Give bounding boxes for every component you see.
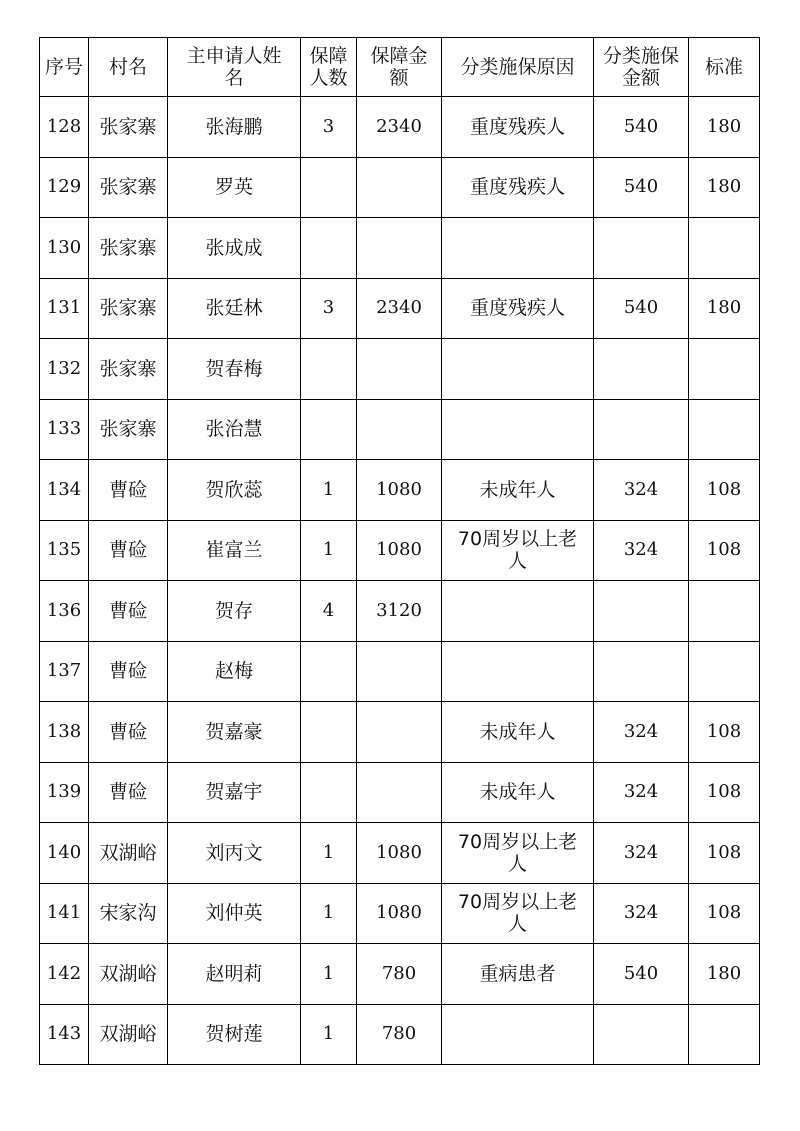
cell-amount xyxy=(357,399,442,460)
cell-village: 张家寨 xyxy=(89,339,168,400)
cell-standard xyxy=(689,581,760,642)
cell-amount: 2340 xyxy=(357,278,442,339)
cell-reason xyxy=(442,641,594,702)
cell-applicant: 贺树莲 xyxy=(168,1004,301,1065)
table-row xyxy=(40,218,760,279)
cell-standard: 180 xyxy=(689,278,760,339)
cell-count: 3 xyxy=(301,97,357,158)
table-body xyxy=(40,97,760,1065)
cell-village: 曹硷 xyxy=(89,520,168,581)
table-row xyxy=(40,278,760,339)
cell-village: 曹硷 xyxy=(89,762,168,823)
table-row xyxy=(40,460,760,521)
cell-count xyxy=(301,762,357,823)
cell-amount xyxy=(357,157,442,218)
cell-class-amount xyxy=(594,399,689,460)
table-row xyxy=(40,399,760,460)
cell-no: 135 xyxy=(40,520,89,581)
cell-count: 3 xyxy=(301,278,357,339)
cell-count xyxy=(301,702,357,763)
cell-village: 张家寨 xyxy=(89,97,168,158)
table-row xyxy=(40,157,760,218)
cell-reason xyxy=(442,399,594,460)
cell-no: 133 xyxy=(40,399,89,460)
cell-reason xyxy=(442,218,594,279)
cell-amount: 1080 xyxy=(357,823,442,884)
cell-standard: 180 xyxy=(689,944,760,1005)
col-header-standard: 标准 xyxy=(689,38,760,97)
cell-count: 1 xyxy=(301,883,357,944)
cell-class-amount: 324 xyxy=(594,762,689,823)
cell-reason: 未成年人 xyxy=(442,702,594,763)
cell-no: 128 xyxy=(40,97,89,158)
col-header-no: 序号 xyxy=(40,38,89,97)
cell-amount xyxy=(357,339,442,400)
cell-count xyxy=(301,399,357,460)
cell-class-amount: 540 xyxy=(594,157,689,218)
cell-count: 1 xyxy=(301,460,357,521)
cell-amount: 3120 xyxy=(357,581,442,642)
cell-count xyxy=(301,641,357,702)
table-row xyxy=(40,944,760,1005)
cell-village: 张家寨 xyxy=(89,157,168,218)
cell-amount: 1080 xyxy=(357,883,442,944)
cell-reason: 重病患者 xyxy=(442,944,594,1005)
col-header-applicant: 主申请人姓名 xyxy=(168,38,301,97)
table-row xyxy=(40,702,760,763)
cell-class-amount xyxy=(594,641,689,702)
cell-standard: 108 xyxy=(689,702,760,763)
cell-reason xyxy=(442,581,594,642)
table-header xyxy=(40,38,760,97)
cell-no: 129 xyxy=(40,157,89,218)
cell-no: 139 xyxy=(40,762,89,823)
cell-standard: 180 xyxy=(689,157,760,218)
cell-class-amount: 540 xyxy=(594,944,689,1005)
cell-applicant: 贺春梅 xyxy=(168,339,301,400)
cell-reason: 重度残疾人 xyxy=(442,278,594,339)
cell-count: 1 xyxy=(301,944,357,1005)
cell-applicant: 刘丙文 xyxy=(168,823,301,884)
table-row xyxy=(40,1004,760,1065)
cell-applicant: 崔富兰 xyxy=(168,520,301,581)
cell-amount xyxy=(357,762,442,823)
cell-applicant: 罗英 xyxy=(168,157,301,218)
cell-reason: 重度残疾人 xyxy=(442,157,594,218)
cell-standard xyxy=(689,339,760,400)
cell-amount xyxy=(357,218,442,279)
cell-class-amount: 324 xyxy=(594,823,689,884)
cell-standard: 108 xyxy=(689,823,760,884)
cell-count: 4 xyxy=(301,581,357,642)
cell-count: 1 xyxy=(301,520,357,581)
cell-applicant: 张海鹏 xyxy=(168,97,301,158)
cell-reason xyxy=(442,339,594,400)
cell-applicant: 贺存 xyxy=(168,581,301,642)
table-row xyxy=(40,339,760,400)
cell-amount: 1080 xyxy=(357,520,442,581)
cell-applicant: 刘仲英 xyxy=(168,883,301,944)
cell-standard xyxy=(689,1004,760,1065)
cell-applicant: 贺嘉宇 xyxy=(168,762,301,823)
cell-standard xyxy=(689,641,760,702)
allowance-table xyxy=(39,37,760,1065)
cell-village: 宋家沟 xyxy=(89,883,168,944)
cell-class-amount: 324 xyxy=(594,460,689,521)
cell-class-amount: 324 xyxy=(594,702,689,763)
cell-amount: 1080 xyxy=(357,460,442,521)
cell-village: 张家寨 xyxy=(89,218,168,279)
cell-amount: 780 xyxy=(357,944,442,1005)
table-row xyxy=(40,97,760,158)
cell-count xyxy=(301,339,357,400)
cell-reason xyxy=(442,1004,594,1065)
table-row xyxy=(40,641,760,702)
cell-village: 曹硷 xyxy=(89,641,168,702)
cell-village: 曹硷 xyxy=(89,581,168,642)
cell-no: 136 xyxy=(40,581,89,642)
cell-reason: 重度残疾人 xyxy=(442,97,594,158)
cell-no: 130 xyxy=(40,218,89,279)
cell-village: 张家寨 xyxy=(89,399,168,460)
cell-applicant: 张廷林 xyxy=(168,278,301,339)
cell-standard xyxy=(689,399,760,460)
cell-class-amount: 324 xyxy=(594,520,689,581)
table-row xyxy=(40,762,760,823)
cell-class-amount xyxy=(594,339,689,400)
cell-no: 132 xyxy=(40,339,89,400)
cell-amount xyxy=(357,702,442,763)
col-header-village: 村名 xyxy=(89,38,168,97)
cell-applicant: 张治慧 xyxy=(168,399,301,460)
cell-village: 双湖峪 xyxy=(89,823,168,884)
cell-reason: 70周岁以上老人 xyxy=(442,823,594,884)
cell-no: 143 xyxy=(40,1004,89,1065)
cell-standard: 108 xyxy=(689,520,760,581)
col-header-reason: 分类施保原因 xyxy=(442,38,594,97)
cell-amount xyxy=(357,641,442,702)
cell-no: 141 xyxy=(40,883,89,944)
col-header-count: 保障人数 xyxy=(301,38,357,97)
cell-no: 142 xyxy=(40,944,89,1005)
col-header-amount: 保障金额 xyxy=(357,38,442,97)
cell-standard xyxy=(689,218,760,279)
cell-village: 曹硷 xyxy=(89,702,168,763)
cell-reason: 未成年人 xyxy=(442,460,594,521)
table-row xyxy=(40,823,760,884)
cell-class-amount xyxy=(594,218,689,279)
cell-count xyxy=(301,218,357,279)
cell-village: 双湖峪 xyxy=(89,1004,168,1065)
cell-applicant: 贺嘉豪 xyxy=(168,702,301,763)
cell-reason: 70周岁以上老人 xyxy=(442,520,594,581)
cell-standard: 108 xyxy=(689,883,760,944)
table-row xyxy=(40,520,760,581)
cell-standard: 180 xyxy=(689,97,760,158)
cell-applicant: 张成成 xyxy=(168,218,301,279)
cell-reason: 70周岁以上老人 xyxy=(442,883,594,944)
cell-reason: 未成年人 xyxy=(442,762,594,823)
cell-amount: 780 xyxy=(357,1004,442,1065)
cell-class-amount: 324 xyxy=(594,883,689,944)
col-header-class-amount: 分类施保金额 xyxy=(594,38,689,97)
cell-count xyxy=(301,157,357,218)
header-row xyxy=(40,38,760,97)
cell-class-amount xyxy=(594,1004,689,1065)
cell-village: 张家寨 xyxy=(89,278,168,339)
cell-standard: 108 xyxy=(689,762,760,823)
cell-no: 134 xyxy=(40,460,89,521)
table-row xyxy=(40,581,760,642)
cell-no: 137 xyxy=(40,641,89,702)
cell-no: 131 xyxy=(40,278,89,339)
cell-applicant: 赵明莉 xyxy=(168,944,301,1005)
cell-count: 1 xyxy=(301,823,357,884)
cell-standard: 108 xyxy=(689,460,760,521)
cell-no: 138 xyxy=(40,702,89,763)
table-row xyxy=(40,883,760,944)
cell-applicant: 贺欣蕊 xyxy=(168,460,301,521)
cell-class-amount: 540 xyxy=(594,278,689,339)
cell-no: 140 xyxy=(40,823,89,884)
cell-amount: 2340 xyxy=(357,97,442,158)
cell-class-amount xyxy=(594,581,689,642)
cell-count: 1 xyxy=(301,1004,357,1065)
cell-village: 双湖峪 xyxy=(89,944,168,1005)
cell-village: 曹硷 xyxy=(89,460,168,521)
cell-class-amount: 540 xyxy=(594,97,689,158)
cell-applicant: 赵梅 xyxy=(168,641,301,702)
